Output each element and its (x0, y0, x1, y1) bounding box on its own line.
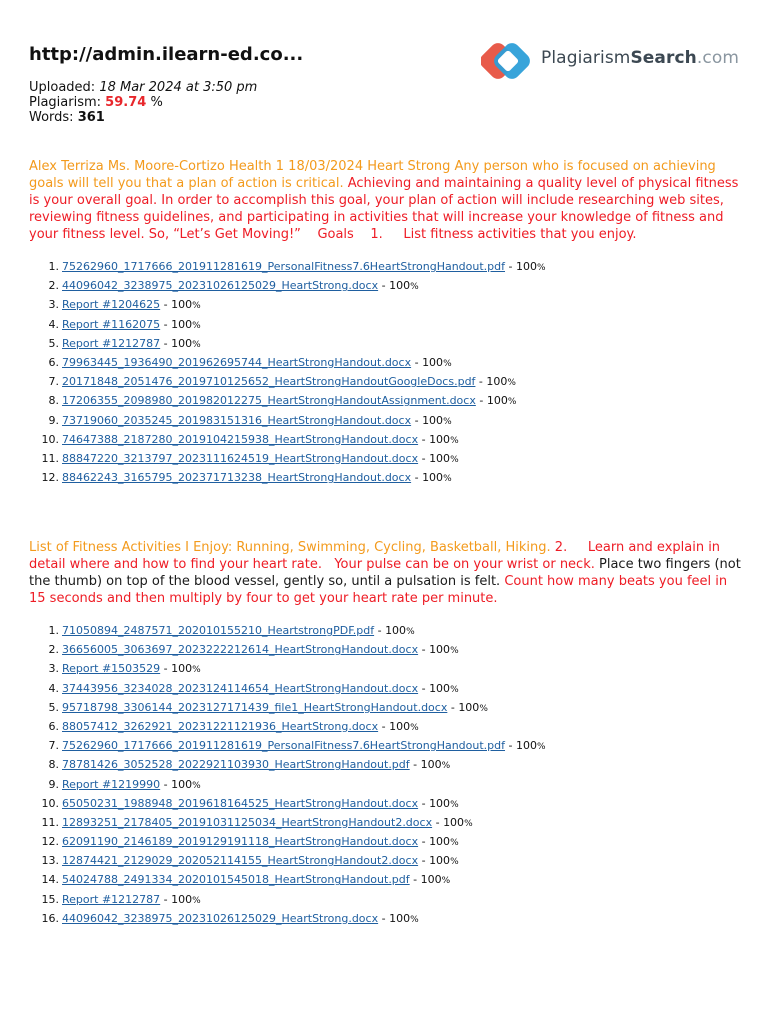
source-item (29, 315, 546, 334)
source-item (29, 391, 546, 410)
source-percent: 100 (171, 336, 193, 350)
source-number: 10. (41, 796, 59, 810)
source-link[interactable]: 44096042_3238975_20231026125029_HeartStrong.docx (62, 911, 379, 925)
source-separator: - (160, 336, 172, 350)
source-number: 3. (48, 298, 59, 312)
source-number: 5. (48, 336, 59, 350)
plagiarismsearch-logo-icon (481, 40, 535, 82)
source-percent-unit: % (441, 876, 451, 887)
source-link[interactable]: 12874421_2129029_202052114155_HeartStrongHandout2.docx (62, 854, 419, 868)
source-separator: - (374, 624, 386, 637)
source-separator: - (378, 911, 390, 925)
source-number: 9. (48, 777, 59, 791)
source-number: 12. (41, 471, 59, 485)
source-percent-unit: % (443, 416, 452, 427)
source-percent-unit: % (192, 320, 201, 331)
source-link[interactable]: 71050894_2487571_202010155210_HeartstrongPDF.pdf (62, 624, 375, 637)
source-separator: - (418, 854, 430, 868)
source-item (29, 717, 546, 736)
source-link[interactable]: Report #1162075 (62, 317, 161, 331)
source-percent-unit: % (450, 646, 459, 657)
plagiarism-unit: % (150, 95, 163, 110)
words-value: 361 (77, 110, 105, 125)
source-link[interactable]: 73719060_2035245_201983151316_HeartStrongHandout.docx (62, 413, 412, 427)
source-item (29, 295, 546, 314)
source-number: 11. (41, 451, 59, 465)
source-percent-unit: % (450, 684, 459, 695)
source-percent: 100 (171, 662, 193, 676)
source-percent: 100 (429, 796, 451, 810)
logo-name2: Search (630, 48, 697, 68)
source-percent-unit: % (479, 703, 488, 714)
source-link[interactable]: Report #1503529 (62, 662, 161, 676)
source-link[interactable]: 79963445_1936490_201962695744_HeartStrongHandout.docx (62, 355, 412, 369)
source-link[interactable]: 17206355_2098980_201982012275_HeartStrongHandoutAssignment.docx (62, 394, 476, 408)
plagiarism-value: 59.74 (105, 95, 147, 110)
uploaded-row (29, 80, 469, 95)
source-percent-unit: % (507, 397, 517, 408)
source-item (29, 411, 546, 430)
source-link[interactable]: 74647388_2187280_2019104215938_HeartStrongHandout.docx (62, 432, 419, 446)
source-percent-unit: % (450, 799, 459, 810)
source-percent-unit: % (536, 263, 546, 273)
source-percent-unit: % (410, 914, 419, 925)
source-item (29, 640, 546, 659)
source-item (29, 832, 546, 851)
source-item (29, 736, 546, 755)
source-percent-unit: % (443, 474, 452, 485)
source-separator: - (418, 451, 430, 465)
source-item (29, 851, 546, 870)
source-separator: - (418, 681, 430, 695)
source-link[interactable]: 88462243_3165795_202371713238_HeartStrongHandout.docx (62, 471, 412, 485)
source-number: 4. (48, 317, 59, 331)
source-percent-unit: % (464, 818, 473, 829)
source-number: 9. (48, 413, 59, 427)
source-separator: - (378, 719, 390, 733)
source-item (29, 794, 546, 813)
source-percent: 100 (422, 471, 444, 485)
source-link[interactable]: 95718798_3306144_2023127171439_file1_HeartStrongHandout.docx (62, 700, 448, 714)
source-separator: - (418, 835, 430, 849)
source-number: 10. (41, 432, 59, 446)
source-item (29, 621, 546, 640)
source-percent: 100 (458, 700, 480, 714)
source-percent: 100 (389, 279, 411, 293)
logo-name: Plagiarism (541, 48, 631, 68)
source-separator: - (418, 643, 430, 657)
source-percent-unit: % (450, 838, 459, 849)
source-percent: 100 (171, 777, 193, 791)
source-percent-unit: % (192, 301, 201, 312)
source-number: 7. (48, 739, 59, 753)
source-link[interactable]: 65050231_1988948_2019618164525_HeartStrongHandout.docx (62, 796, 419, 810)
logo-domain: .com (696, 48, 739, 68)
source-link[interactable]: 62091190_2146189_2019129191118_HeartStrongHandout.docx (62, 835, 419, 849)
source-item (29, 468, 546, 487)
source-item (29, 775, 546, 794)
source-link[interactable]: 75262960_1717666_201911281619_PersonalFitness7.6HeartStrongHandout.pdf (62, 260, 506, 273)
text-segment: Count how many beats you feel in 15 seconds and then multiply by four to get your heart rate per minute. (29, 574, 728, 606)
source-percent-unit: % (410, 282, 419, 293)
source-percent-unit: % (192, 895, 201, 906)
report-header (29, 44, 469, 125)
source-separator: - (418, 432, 430, 446)
uploaded-label: Uploaded: (29, 80, 96, 95)
source-number: 1. (48, 624, 59, 637)
source-percent-unit: % (450, 435, 459, 446)
source-percent: 100 (171, 892, 193, 906)
source-number: 13. (41, 854, 59, 868)
source-number: 1. (48, 260, 59, 273)
source-item (29, 909, 546, 928)
source-separator: - (409, 873, 421, 887)
source-separator: - (160, 777, 172, 791)
source-percent: 100 (171, 317, 193, 331)
source-number: 12. (41, 835, 59, 849)
source-percent: 100 (420, 873, 442, 887)
text-segment: List of Fitness Activities I Enjoy: Running, Swimming, Cycling, Basketball, Hiking. (29, 540, 555, 555)
plagiarism-label: Plagiarism: (29, 95, 102, 110)
source-separator: - (411, 413, 423, 427)
source-percent-unit: % (536, 742, 546, 753)
source-link[interactable]: 54024788_2491334_2020101545018_HeartStrongHandout.pdf (62, 873, 410, 887)
source-item (29, 755, 546, 774)
source-link[interactable]: Report #1212787 (62, 336, 161, 350)
source-percent-unit: % (192, 780, 201, 791)
source-separator: - (160, 317, 172, 331)
source-percent: 100 (422, 355, 444, 369)
source-item (29, 679, 546, 698)
source-percent: 100 (420, 758, 442, 772)
uploaded-value: 18 Mar 2024 at 3:50 pm (99, 80, 258, 95)
text-segment: Achieving and maintaining a quality level of physical fitness is your overall goal. In order to accomplish this goal, your plan of action will include researching web sites, reviewing fitness guidelines, and participating in activities that will increase your knowledge of fitness and your fitness level. So, “Let’s Get Moving!” Goals 1. List fitness activities that you enjoy. (29, 176, 739, 242)
source-separator: - (409, 758, 421, 772)
source-link[interactable]: 88847220_3213797_2023111624519_HeartStrongHandout.docx (62, 451, 419, 465)
source-percent-unit: % (450, 857, 459, 868)
source-separator: - (160, 298, 172, 312)
words-label: Words: (29, 110, 74, 125)
source-percent: 100 (385, 624, 407, 637)
source-separator: - (505, 739, 516, 753)
source-number: 15. (41, 892, 59, 906)
source-percent: 100 (422, 413, 444, 427)
source-item (29, 813, 546, 832)
source-percent-unit: % (192, 665, 201, 676)
source-percent-unit: % (443, 358, 452, 369)
source-percent: 100 (429, 432, 451, 446)
source-separator: - (378, 279, 390, 293)
source-item (29, 276, 546, 295)
matched-text-paragraph-1 (29, 158, 741, 243)
text-segment: Alex Terriza Ms. Moore-Cortizo Health 1 18/03/2024 Heart Strong Any person who is focused on achieving goals will tell you that a plan of action is critical. (29, 159, 716, 191)
source-item (29, 334, 546, 353)
text-segment: 2. Learn and explain in detail where and how to find your heart rate. Your pulse can be on your wrist or neck. (29, 540, 721, 572)
source-link[interactable]: 78781426_3052528_2022921103930_HeartStrongHandout.pdf (62, 758, 410, 772)
source-link[interactable]: 75262960_1717666_201911281619_PersonalFitness7.6HeartStrongHandout.pdf (62, 739, 506, 753)
source-separator: - (411, 355, 423, 369)
source-link[interactable]: 37443956_3234028_2023124114654_HeartStrongHandout.docx (62, 681, 419, 695)
source-item (29, 257, 546, 276)
source-percent-unit: % (507, 378, 516, 389)
source-percent: 100 (515, 739, 537, 753)
source-separator: - (432, 815, 444, 829)
source-number: 5. (48, 700, 59, 714)
source-separator: - (418, 796, 430, 810)
text-segment: Place two fingers (not the thumb) on top of the blood vessel, gently so, until a pulsation is felt. (29, 557, 741, 589)
source-separator: - (505, 260, 516, 273)
source-separator: - (447, 700, 459, 714)
source-link[interactable]: 88057412_3262921_20231221121936_HeartStrong.docx (62, 719, 379, 733)
source-percent: 100 (389, 911, 411, 925)
source-number: 8. (48, 758, 59, 772)
source-link[interactable]: 12893251_2178405_20191031125034_HeartStrongHandout2.docx (62, 815, 433, 829)
sources-list-2 (29, 621, 546, 928)
logo-wordmark (541, 48, 739, 68)
source-number: 6. (48, 719, 59, 733)
source-link[interactable]: Report #1204625 (62, 298, 161, 312)
source-number: 2. (48, 643, 59, 657)
source-percent-unit: % (441, 761, 451, 772)
matched-text-paragraph-2 (29, 539, 741, 607)
source-percent: 100 (429, 451, 451, 465)
source-percent: 100 (515, 260, 537, 273)
source-number: 16. (41, 911, 59, 925)
source-number: 14. (41, 873, 59, 887)
source-separator: - (160, 892, 172, 906)
source-percent: 100 (429, 854, 451, 868)
source-separator: - (475, 394, 487, 408)
source-number: 7. (48, 375, 59, 389)
source-percent: 100 (429, 681, 451, 695)
source-percent: 100 (486, 394, 508, 408)
source-item (29, 372, 546, 391)
plagiarismsearch-logo (481, 40, 741, 82)
source-percent-unit: % (192, 339, 201, 350)
source-link[interactable]: Report #1219990 (62, 777, 161, 791)
source-item (29, 890, 546, 909)
source-separator: - (475, 375, 487, 389)
source-percent: 100 (486, 375, 508, 389)
source-item (29, 430, 546, 449)
source-separator: - (411, 471, 423, 485)
source-percent: 100 (429, 643, 451, 657)
source-item (29, 353, 546, 372)
source-link[interactable]: 36656005_3063697_2023222212614_HeartStrongHandout.docx (62, 643, 419, 657)
source-number: 8. (48, 394, 59, 408)
source-number: 6. (48, 355, 59, 369)
source-link[interactable]: 20171848_2051476_2019710125652_HeartStrongHandoutGoogleDocs.pdf (62, 375, 476, 389)
source-link[interactable]: 44096042_3238975_20231026125029_HeartStrong.docx (62, 279, 379, 293)
source-percent-unit: % (406, 627, 415, 637)
source-percent: 100 (171, 298, 193, 312)
sources-list-1 (29, 257, 546, 487)
source-item (29, 698, 546, 717)
source-percent: 100 (443, 815, 465, 829)
words-row (29, 110, 469, 125)
document-url: http://admin.ilearn-ed.co... (29, 44, 304, 65)
source-number: 3. (48, 662, 59, 676)
source-item (29, 870, 546, 889)
source-link[interactable]: Report #1212787 (62, 892, 161, 906)
source-item (29, 659, 546, 678)
source-percent-unit: % (450, 454, 459, 465)
source-item (29, 449, 546, 468)
source-number: 2. (48, 279, 59, 293)
source-percent: 100 (389, 719, 411, 733)
source-percent: 100 (429, 835, 451, 849)
source-number: 4. (48, 681, 59, 695)
source-percent-unit: % (410, 722, 419, 733)
source-separator: - (160, 662, 172, 676)
plagiarism-row (29, 95, 469, 110)
source-number: 11. (41, 815, 59, 829)
